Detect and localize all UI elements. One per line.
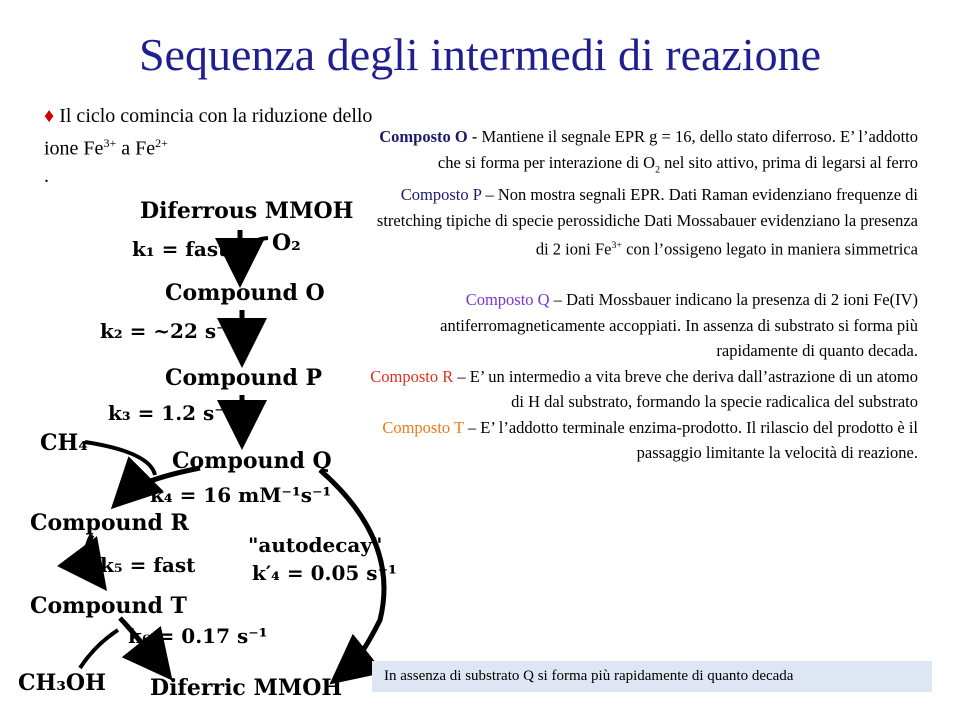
- bullet-sup-1: 3+: [103, 136, 117, 150]
- label-compound-t: Compound T: [30, 593, 187, 619]
- arrow-r-to-t: [87, 535, 95, 575]
- page-title: Sequenza degli intermedi di reazione: [138, 29, 822, 80]
- compound-o-text-1: - Mantiene il segnale EPR g = 16, dello stato diferroso. E’ l’addotto che si forma per interazione di O: [437, 127, 918, 172]
- bullet-sup-2: 2+: [155, 136, 168, 150]
- compound-q-label: Composto Q: [465, 290, 550, 310]
- label-k4-prime: k′₄ = 0.05 s⁻¹: [252, 561, 397, 585]
- label-ch3oh: CH₃OH: [18, 670, 106, 696]
- label-ch4: CH₄: [40, 430, 88, 456]
- bullet-text-before: Il ciclo comincia con la riduzione dello ione Fe: [44, 105, 373, 160]
- label-k1: k₁ = fast: [132, 237, 228, 261]
- label-k6: k₆ = 0.17 s⁻¹: [128, 624, 268, 648]
- bullet-text-mid: a Fe: [116, 137, 156, 160]
- compound-p-text-2: con l’ossigeno legato in maniera simmetrica: [622, 239, 918, 259]
- compound-t-text: – E’ l’addotto terminale enzima-prodotto. Il rilascio del prodotto è il passaggio limitante la velocità di reazione.: [463, 417, 918, 463]
- ch3oh-curve-arrow: [80, 630, 118, 668]
- o2-curve-arrow: [243, 238, 268, 258]
- compound-descriptions: [370, 124, 918, 466]
- diamond-bullet-icon: ♦: [44, 105, 55, 127]
- compound-p-text-1: – Non mostra segnali EPR. Dati Raman evidenziano frequenze di stretching tipiche di specie perossidiche Dati Mossabauer evidenziano la presenza di 2 ioni Fe: [376, 185, 918, 259]
- compound-o-paragraph: [370, 124, 918, 182]
- compound-q-paragraph: [370, 287, 918, 364]
- footer-note: In assenza di substrato Q si forma più rapidamente di quanto decada: [372, 661, 932, 692]
- label-k5: k₅ = fast: [100, 553, 196, 577]
- compound-p-paragraph: [370, 182, 918, 262]
- ch4-curve-arrow: [85, 442, 155, 475]
- label-diferrous-mmoh: Diferrous MMOH: [140, 198, 354, 224]
- label-k3: k₃ = 1.2 s⁻¹: [108, 401, 234, 425]
- label-compound-p: Compound P: [165, 365, 323, 391]
- label-k2: k₂ = ~22 s⁻¹: [100, 319, 236, 343]
- compound-r-text: – E’ un intermedio a vita breve che deriva dall’astrazione di un atomo di H dal substrato, formando la specie radicalica del substrato: [453, 366, 918, 412]
- label-k4: k₄ = 16 mM⁻¹s⁻¹: [150, 483, 332, 507]
- label-o2: O₂: [272, 230, 301, 256]
- compound-p-label: Composto P: [400, 185, 482, 205]
- label-compound-r: Compound R: [30, 510, 189, 536]
- bullet-text-after: .: [44, 164, 49, 187]
- compound-r-paragraph: [370, 364, 918, 415]
- compound-r-label: Composto R: [370, 366, 454, 386]
- compound-t-label: Composto T: [382, 417, 464, 437]
- intro-bullet: [44, 103, 374, 190]
- compound-t-paragraph: [370, 415, 918, 466]
- compound-o-label: Composto O: [379, 127, 468, 146]
- compound-q-text: – Dati Mossbauer indicano la presenza di 2 ioni Fe(IV) antiferromagneticamente accoppiati. In assenza di substrato si forma più rapidamente di quanto decada.: [440, 290, 918, 361]
- label-compound-q: Compound Q: [172, 448, 332, 474]
- compound-p-sup: 3+: [611, 240, 622, 252]
- reaction-cycle-diagram: [0, 180, 410, 700]
- compound-o-text-2: nel sito attivo, prima di legarsi al ferro: [660, 152, 918, 172]
- label-autodecay: "autodecay": [248, 533, 383, 557]
- compound-o-sub: 2: [655, 163, 661, 175]
- label-diferric-mmoh: Diferric MMOH: [150, 675, 343, 700]
- label-compound-o: Compound O: [165, 280, 325, 306]
